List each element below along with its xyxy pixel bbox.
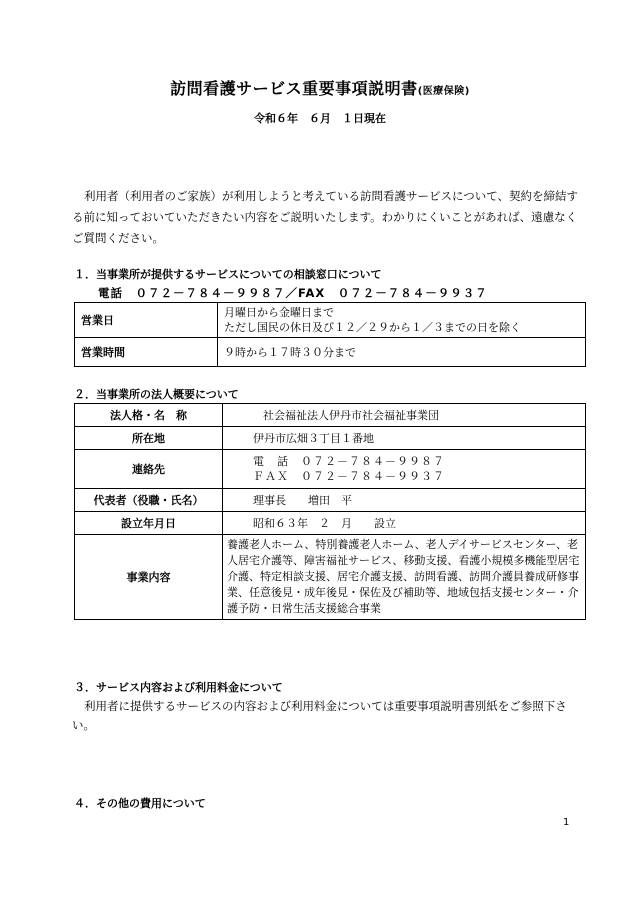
row-label: 所在地 xyxy=(75,427,223,450)
value-line: 理事長 増田 平 xyxy=(253,494,352,507)
row-value xyxy=(223,450,586,489)
section4-heading: ４．その他の費用について xyxy=(74,797,206,810)
row-value xyxy=(223,512,586,535)
value-line: ＦＡＸ ０７２－７８４－９９３７ xyxy=(253,470,445,483)
value-line: 電 話 ０７２－７８４－９９８７ xyxy=(253,455,445,468)
table-row xyxy=(75,338,586,367)
row-value xyxy=(218,303,586,338)
row-value xyxy=(223,427,586,450)
title-text: 訪問看護サービス重要事項説明書 xyxy=(170,79,418,98)
section2-heading: ２．当事業所の法人概要について xyxy=(74,388,239,401)
document-title xyxy=(0,76,640,99)
row-value xyxy=(223,535,586,620)
intro-paragraph: 利用者（利用者のご家族）が利用しようと考えている訪問看護サービスについて、契約を締結する前に知っておいていただきたい内容をご説明いたします。わかりにくいことがあれば、遠慮なくご質問ください。 xyxy=(72,189,579,245)
value-line: 社会福祉法人伊丹市社会福祉事業団 xyxy=(263,409,439,422)
row-label: 設立年月日 xyxy=(75,512,223,535)
table-row xyxy=(75,489,586,512)
page-number: 1 xyxy=(563,817,570,828)
value-line: ９時から１７時３０分まで xyxy=(224,346,356,359)
section3-body: 利用者に提供するサービスの内容および利用料金については重要事項説明書別紙をご参照下さい。 xyxy=(72,699,567,732)
business-hours-table xyxy=(74,302,586,367)
row-label: 代表者（役職・氏名） xyxy=(75,489,223,512)
table-row xyxy=(75,404,586,427)
contact-numbers: 電話 ０７２－７８４－９９８７／FAX ０７２－７８４－９９３７ xyxy=(98,286,488,300)
value-line: 昭和６３年 ２ 月 設立 xyxy=(253,517,396,530)
corporation-table xyxy=(74,403,586,620)
value-line: 伊丹市広畑３丁目１番地 xyxy=(253,432,374,445)
table-row xyxy=(75,303,586,338)
section3-heading: ３．サービス内容および利用料金について xyxy=(74,681,283,694)
title-suffix: (医療保険) xyxy=(417,86,470,97)
row-label: 営業時間 xyxy=(75,338,218,367)
row-value xyxy=(218,338,586,367)
table-row xyxy=(75,427,586,450)
row-value xyxy=(223,404,586,427)
value-line: 月曜日から金曜日まで xyxy=(224,305,334,319)
table-row xyxy=(75,535,586,620)
row-label: 連絡先 xyxy=(75,450,223,489)
row-value xyxy=(223,489,586,512)
row-label: 法人格・名 称 xyxy=(75,404,223,427)
document-date: 令和６年 ６月 １日現在 xyxy=(254,112,386,125)
row-label: 営業日 xyxy=(75,303,218,338)
table-row xyxy=(75,512,586,535)
table-row xyxy=(75,450,586,489)
section1-heading: １．当事業所が提供するサービスについての相談窓口について xyxy=(74,268,382,281)
value-line: 養護老人ホーム、特別養護老人ホーム、老人デイサービスセンター、老人居宅介護等、障害福祉サービス、移動支援、看護小規模多機能型居宅介護、特定相談支援、居宅介護支援、訪問看護、訪問介護員養成研修事業、任意後見・成年後見・保佐及び補助等、地域包括支援センター・介護予防・日常生活支援総合事業 xyxy=(227,538,580,615)
row-label: 事業内容 xyxy=(75,535,223,620)
value-line: ただし国民の休日及び１２／２９から１／３までの日を除く xyxy=(224,321,521,334)
